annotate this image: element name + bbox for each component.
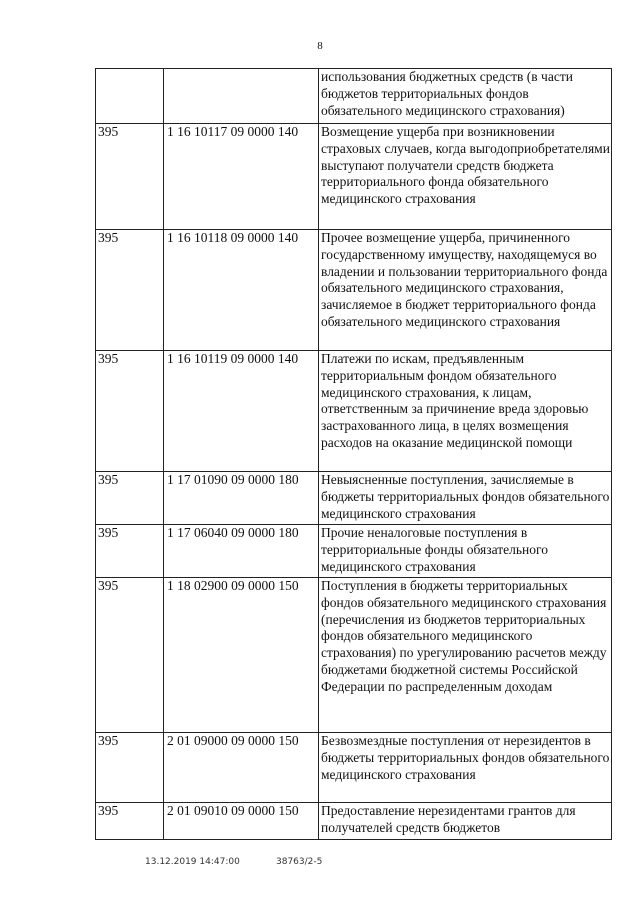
budget-code-cell: 2 01 09010 09 0000 150 <box>164 803 319 840</box>
budget-code-cell: 1 16 10117 09 0000 140 <box>164 124 319 230</box>
description-cell: Прочие неналоговые поступления в территориальные фонды обязательного медицинского страхования <box>319 525 612 578</box>
table-row <box>96 124 612 230</box>
description-cell: Предоставление нерезидентами грантов для получателей средств бюджетов <box>319 803 612 840</box>
admin-code-cell: 395 <box>96 351 164 472</box>
budget-code-cell <box>164 69 319 124</box>
table-row <box>96 472 612 525</box>
footer-document-id: 38763/2-5 <box>276 857 323 867</box>
table-row <box>96 525 612 578</box>
codes-table <box>95 68 612 840</box>
budget-code-cell: 1 18 02900 09 0000 150 <box>164 578 319 733</box>
admin-code-cell: 395 <box>96 472 164 525</box>
admin-code-cell: 395 <box>96 124 164 230</box>
admin-code-cell: 395 <box>96 803 164 840</box>
table-row <box>96 578 612 733</box>
admin-code-cell: 395 <box>96 733 164 803</box>
admin-code-cell: 395 <box>96 578 164 733</box>
budget-code-cell: 1 16 10119 09 0000 140 <box>164 351 319 472</box>
table-row <box>96 230 612 351</box>
table-row <box>96 351 612 472</box>
description-cell: Невыясненные поступления, зачисляемые в бюджеты территориальных фондов обязательного медицинского страхования <box>319 472 612 525</box>
page-number: 8 <box>317 40 323 52</box>
budget-code-cell: 1 17 01090 09 0000 180 <box>164 472 319 525</box>
budget-code-cell: 1 17 06040 09 0000 180 <box>164 525 319 578</box>
description-cell: Прочее возмещение ущерба, причиненного государственному имуществу, находящемуся во владении и пользовании территориального фонда обязательного медицинского страхования, зачисляемое в бюджет территориального фонда обязательного медицинского страхования <box>319 230 612 351</box>
budget-code-cell: 1 16 10118 09 0000 140 <box>164 230 319 351</box>
table-row <box>96 69 612 124</box>
description-cell: Безвозмездные поступления от нерезидентов в бюджеты территориальных фондов обязательного медицинского страхования <box>319 733 612 803</box>
budget-code-cell: 2 01 09000 09 0000 150 <box>164 733 319 803</box>
footer-timestamp: 13.12.2019 14:47:00 <box>145 857 240 867</box>
admin-code-cell <box>96 69 164 124</box>
table-row <box>96 803 612 840</box>
description-cell: использования бюджетных средств (в части бюджетов территориальных фондов обязательного медицинского страхования) <box>319 69 612 124</box>
admin-code-cell: 395 <box>96 230 164 351</box>
description-cell: Возмещение ущерба при возникновении страховых случаев, когда выгодоприобретателями выступают получатели средств бюджета территориального фонда обязательного медицинского страхования <box>319 124 612 230</box>
admin-code-cell: 395 <box>96 525 164 578</box>
description-cell: Поступления в бюджеты территориальных фондов обязательного медицинского страхования (перечисления из бюджетов территориальных фондов обязательного медицинского страхования) по урегулированию расчетов между бюджетами бюджетной системы Российской Федерации по распределенным доходам <box>319 578 612 733</box>
table-row <box>96 733 612 803</box>
description-cell: Платежи по искам, предъявленным территориальным фондом обязательного медицинского страхования, к лицам, ответственным за причинение вреда здоровью застрахованного лица, в целях возмещения расходов на оказание медицинской помощи <box>319 351 612 472</box>
